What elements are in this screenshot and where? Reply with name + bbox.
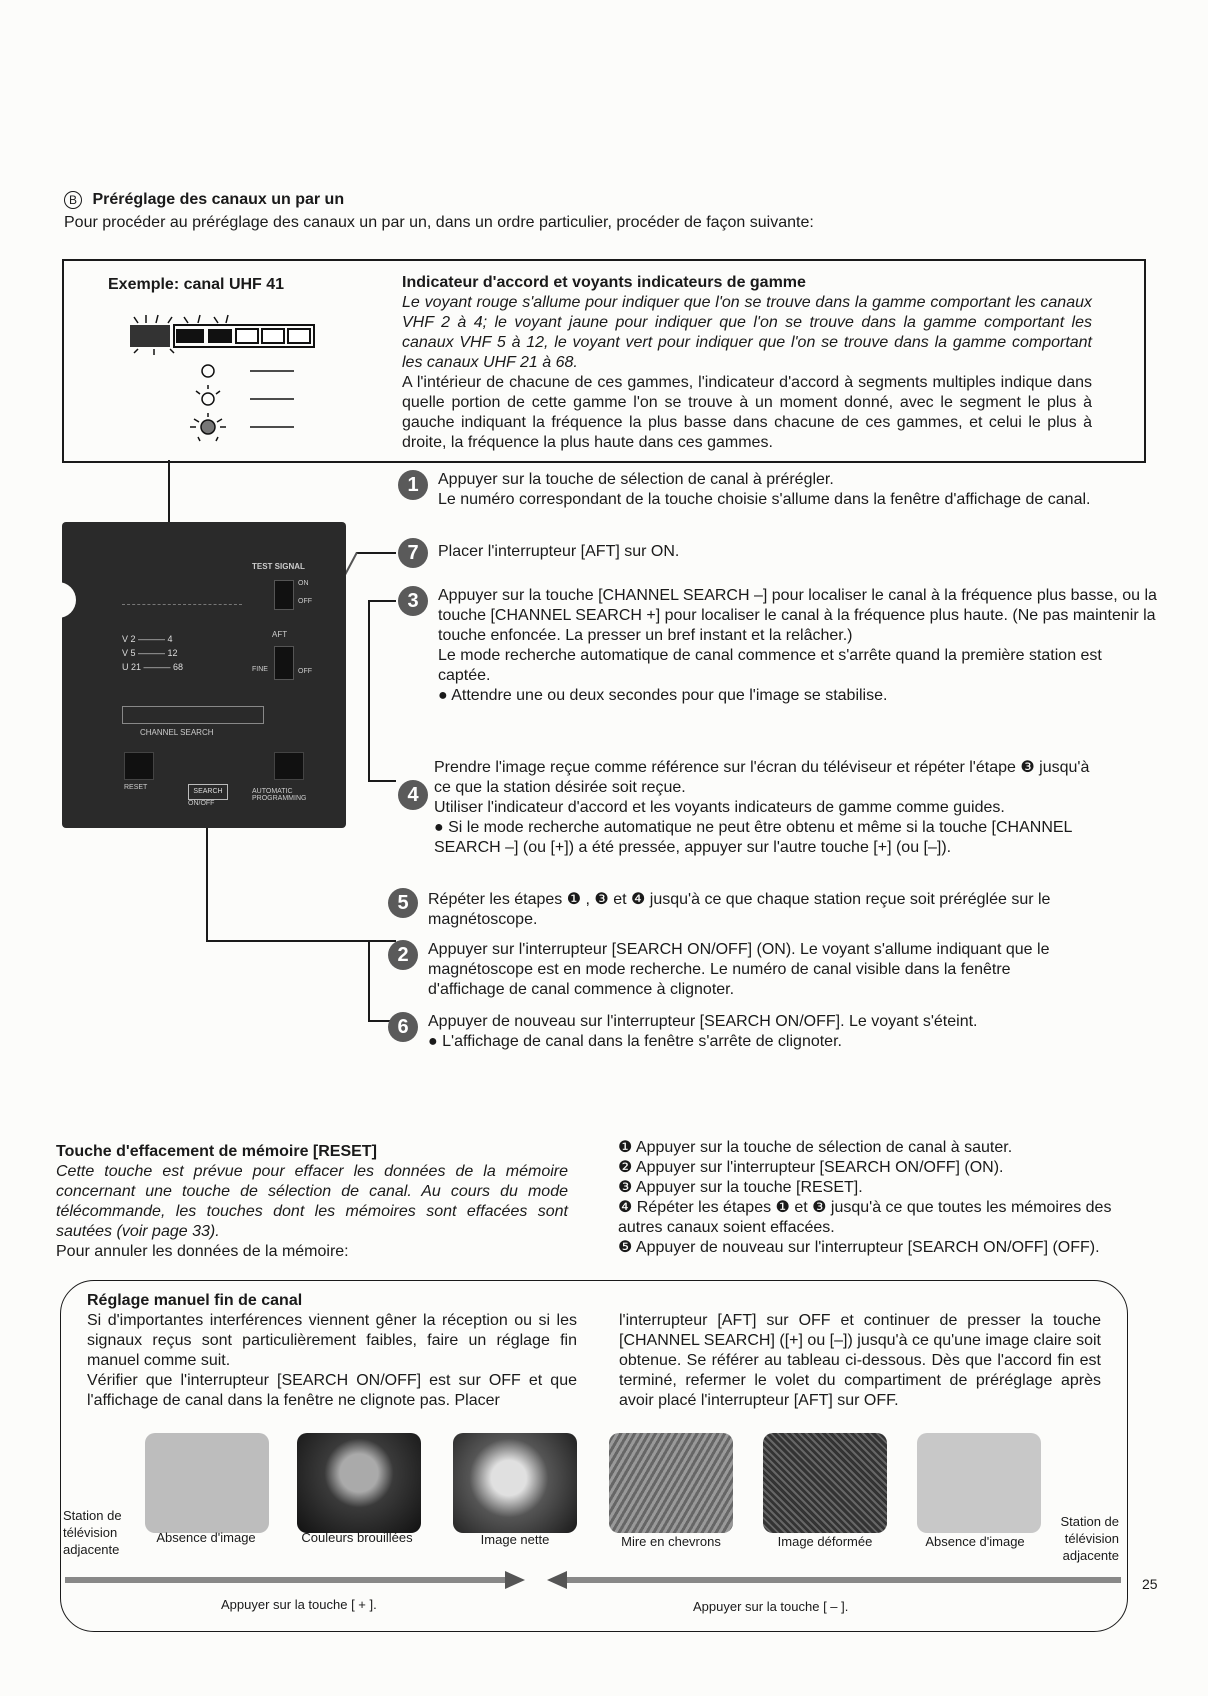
test-signal-label: TEST SIGNAL xyxy=(252,562,305,571)
step-3-text: Appuyer sur la touche [CHANNEL SEARCH –] pour localiser le canal à la fréquence plus basse, ou la touche [CHANNEL SEARCH +] pour localiser le canal à la fréquence plus haute. (Ne pas maintenir la touche enfoncée. La presser un bref instant et la relâcher.) Le mode recherche automatique de canal commence et s'arrête quand la première station est captée. ● Attendre une ou deux secondes pour que l'image se stabilise. xyxy=(438,587,1157,704)
indicator-diagram xyxy=(124,309,334,449)
fine-title: Réglage manuel fin de canal xyxy=(87,1292,303,1309)
caption-adjacent-right: Station de télévision adjacente xyxy=(1060,1514,1119,1563)
press-minus-label: Appuyer sur la touche [ – ]. xyxy=(693,1599,849,1614)
indicator-segments-icon xyxy=(124,309,334,449)
auto-programming-label: AUTOMATIC PROGRAMMING xyxy=(252,788,307,802)
example-box xyxy=(62,259,1146,463)
step-number: 4 xyxy=(398,780,428,810)
reset-body: Cette touche est prévue pour effacer les données de la mémoire concernant une touche de sélection de canal. Au cours du mode télécommande, les touches dont les mémoires sont effacées sont sautées (voir page 33). xyxy=(56,1163,568,1240)
fine-label: FINE xyxy=(252,666,268,673)
indicator-text-1: Le voyant rouge s'allume pour indiquer que l'on se trouve dans la gamme comportant les canaux VHF 2 à 4; le voyant jaune pour indiquer que l'on se trouve dans la gamme comportant les canaux VHF 5 à 12, le voyant vert pour indiquer que l'on se trouve dans la gamme comportant les canaux UHF 21 à 68. xyxy=(402,294,1092,371)
press-plus-label: Appuyer sur la touche [ + ]. xyxy=(221,1597,377,1612)
indicator-title: Indicateur d'accord et voyants indicateurs de gamme xyxy=(402,274,806,291)
caption-herringbone: Mire en chevrons xyxy=(621,1534,721,1549)
aft-switch[interactable] xyxy=(274,646,294,680)
step-number: 2 xyxy=(388,940,418,970)
segment-indicator xyxy=(122,604,242,613)
tv-screen-no-image-1 xyxy=(145,1433,269,1533)
reset-cancel: Pour annuler les données de la mémoire: xyxy=(56,1243,349,1260)
test-on-label: ON xyxy=(298,580,309,587)
channel-search-label: CHANNEL SEARCH xyxy=(140,728,214,737)
range-rows: V 2 ——— 4 V 5 ——— 12 U 21 ——— 68 xyxy=(122,634,184,672)
aft-label: AFT xyxy=(272,630,288,639)
aft-off-label: OFF xyxy=(298,668,312,675)
section-title: Préréglage des canaux un par un xyxy=(92,191,345,208)
caption-scrambled: Couleurs brouillées xyxy=(301,1530,413,1545)
tv-screen-herringbone xyxy=(609,1433,733,1533)
caption-adjacent-left: Station de télévision adjacente xyxy=(63,1508,122,1557)
caption-clear: Image nette xyxy=(480,1532,550,1547)
step-5-text: Répéter les étapes ❶ , ❸ et ❹ jusqu'à ce que chaque station reçue soit préréglée sur le magnétoscope. xyxy=(428,891,1051,928)
step-6-text: Appuyer de nouveau sur l'interrupteur [SEARCH ON/OFF]. Le voyant s'éteint. ● L'affichage de canal dans la fenêtre s'arrête de clignoter. xyxy=(428,1013,978,1050)
section-intro: Pour procéder au préréglage des canaux un par un, dans un ordre particulier, procéder de façon suivante: xyxy=(64,214,814,231)
example-label: Exemple: canal UHF 41 xyxy=(108,276,285,293)
step-number: 7 xyxy=(398,538,428,568)
step-number: 1 xyxy=(398,470,428,500)
step-number: 6 xyxy=(388,1012,418,1042)
test-signal-switch[interactable] xyxy=(274,580,294,610)
fine-left-text-2: Vérifier que l'interrupteur [SEARCH ON/OFF] est sur OFF et que l'affichage de canal dans la fenêtre ne clignote pas. Placer xyxy=(87,1372,577,1409)
reset-button[interactable] xyxy=(124,752,154,780)
fine-tuning-box xyxy=(60,1280,1128,1632)
caption-distorted: Image déformée xyxy=(777,1534,873,1549)
fine-right-text: l'interrupteur [AFT] sur OFF et continuer de presser la touche [CHANNEL SEARCH] ([+] ou [–]) jusqu'à ce qu'une image claire soit obtenue. Se référer au tableau ci-dessous. Dès que l'accord fin est terminé, refermer le volet du compartiment de préréglage après avoir placé l'interrupteur [AFT] sur OFF. xyxy=(619,1312,1101,1409)
reset-title: Touche d'effacement de mémoire [RESET] xyxy=(56,1143,377,1160)
search-on-off-label: ON/OFF xyxy=(188,800,215,807)
caption-no-image-2: Absence d'image xyxy=(925,1534,1025,1549)
auto-programming-button[interactable] xyxy=(274,752,304,780)
search-on-off-button[interactable]: SEARCH xyxy=(188,784,228,800)
section-marker: B xyxy=(64,191,82,209)
indicator-text-2: A l'intérieur de chacune de ces gammes, l'indicateur d'accord à segments multiples indique dans quelle portion de cette gamme l'on se trouve à un moment donné, avec le segment le plus à gauche indiquant la fréquence la plus basse dans chacune de ces gammes, et celui le plus à droite, la fréquence la plus haute dans ces gammes. xyxy=(402,374,1092,451)
tv-screen-clear-image xyxy=(453,1433,577,1533)
fine-left-text: Si d'importantes interférences viennent gêner la réception ou si les signaux reçus sont particulièrement faibles, faire un réglage fin manuel comme suit. xyxy=(87,1312,577,1369)
reset-label: RESET xyxy=(124,784,148,791)
step-number: 5 xyxy=(388,888,418,918)
step-1-text: Appuyer sur la touche de sélection de canal à prérégler. Le numéro correspondant de la touche choisie s'allume dans la fenêtre d'affichage de canal. xyxy=(438,471,1091,508)
tv-screen-distorted xyxy=(763,1433,887,1533)
reset-section xyxy=(56,1142,568,1262)
section-b-header xyxy=(64,190,344,210)
step-7-text: Placer l'interrupteur [AFT] sur ON. xyxy=(438,543,680,560)
step-2-text: Appuyer sur l'interrupteur [SEARCH ON/OFF] (ON). Le voyant s'allume indiquant que le magnétoscope est en mode recherche. Le numéro de canal visible dans la fenêtre d'affichage de canal commence à clignoter. xyxy=(428,941,1050,998)
page-number: 25 xyxy=(1142,1576,1158,1592)
tv-screen-no-image-2 xyxy=(917,1433,1041,1533)
test-off-label: OFF xyxy=(298,598,312,605)
reset-steps: ❶ Appuyer sur la touche de sélection de canal à sauter. ❷ Appuyer sur l'interrupteur [SEARCH ON/OFF] (ON). ❸ Appuyer sur la touche [RESET]. ❹ Répéter les étapes ❶ et ❸ jusqu'à ce que toutes les mémoires des autres canaux soient effacées. ❺ Appuyer de nouveau sur l'interrupteur [SEARCH ON/OFF] (OFF). xyxy=(618,1139,1112,1256)
caption-no-image-1: Absence d'image xyxy=(156,1530,256,1545)
tuning-arrows-icon xyxy=(65,1571,1125,1591)
step-4-text: Prendre l'image reçue comme référence sur l'écran du téléviseur et répéter l'étape ❸ jusqu'à ce que la station désirée soit reçue. Utiliser l'indicateur d'accord et les voyants indicateurs de gamme comme guides. ● Si le mode recherche automatique ne peut être obtenu et même si la touche [CHANNEL SEARCH –] (ou [+]) a été pressée, appuyer sur l'autre touche [+] (ou [–]). xyxy=(434,759,1090,856)
channel-search-buttons[interactable] xyxy=(122,706,264,724)
tv-screen-scrambled-colors xyxy=(297,1433,421,1533)
step-number: 3 xyxy=(398,586,428,616)
control-panel xyxy=(62,522,346,828)
